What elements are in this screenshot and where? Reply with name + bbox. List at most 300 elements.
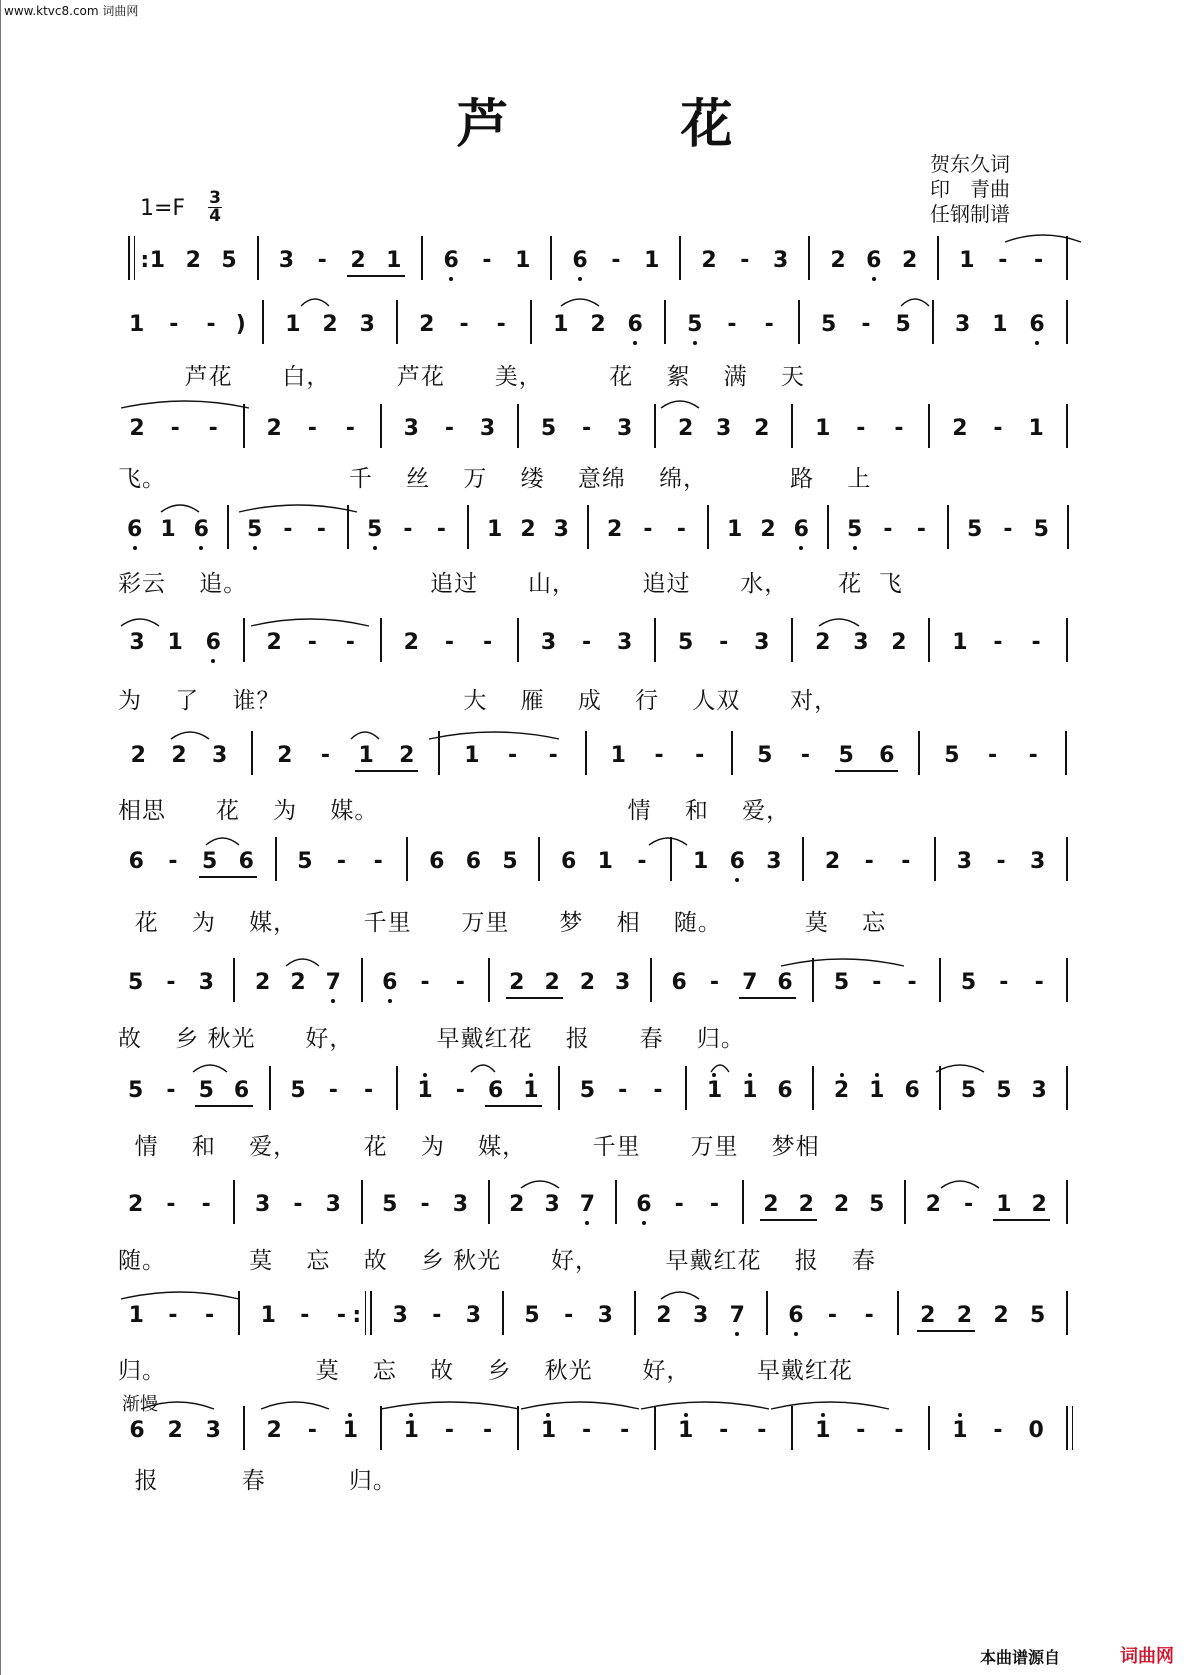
engraver: 任钢制谱 bbox=[930, 202, 1010, 226]
dash: - bbox=[168, 1303, 178, 1328]
eighth-underline bbox=[485, 1105, 542, 1107]
note: 1 bbox=[464, 743, 480, 768]
octave-dot-above bbox=[748, 1073, 752, 1077]
barline bbox=[707, 505, 709, 549]
dash: - bbox=[993, 630, 1003, 655]
note: 3 bbox=[325, 1192, 341, 1217]
note: 2 bbox=[891, 630, 907, 655]
slur bbox=[205, 833, 240, 847]
barline bbox=[791, 618, 793, 662]
note: 5 bbox=[895, 312, 911, 337]
dash: - bbox=[482, 248, 492, 273]
barline bbox=[380, 618, 382, 662]
dash: - bbox=[620, 1418, 630, 1443]
note: 3 bbox=[392, 1303, 408, 1328]
note: 6 bbox=[785, 1303, 807, 1329]
note: 6 bbox=[790, 517, 812, 543]
octave-dot-below bbox=[735, 878, 739, 882]
slur bbox=[120, 614, 160, 628]
barline bbox=[558, 1066, 560, 1110]
barline bbox=[1065, 731, 1067, 775]
barline bbox=[396, 300, 398, 344]
dash: - bbox=[856, 416, 866, 441]
dash: - bbox=[827, 1303, 838, 1328]
lyrics-row: 花 为 媒， 千里 万里 梦 相 随。 莫 忘 bbox=[118, 910, 887, 936]
dash: - bbox=[637, 849, 647, 874]
slur bbox=[192, 1060, 228, 1074]
repeat-barline bbox=[128, 236, 130, 280]
dash: - bbox=[709, 970, 720, 995]
lyricist: 贺东久词 bbox=[930, 152, 1010, 176]
note: 2 bbox=[171, 743, 187, 768]
note: 6 bbox=[440, 248, 462, 274]
note: 2 bbox=[266, 630, 282, 655]
octave-dot-below bbox=[1035, 341, 1039, 345]
lyrics-row: 芦花 白， 芦花 美， 花 絮 满 天 bbox=[118, 364, 805, 390]
barline bbox=[488, 1180, 490, 1224]
dash: - bbox=[987, 743, 998, 768]
barline bbox=[396, 1066, 398, 1110]
barline bbox=[1066, 1180, 1068, 1224]
barline bbox=[502, 1291, 504, 1335]
barline bbox=[275, 837, 277, 881]
note: 3 bbox=[452, 1192, 468, 1217]
dash: - bbox=[993, 416, 1003, 441]
dash: - bbox=[170, 416, 180, 441]
barline bbox=[251, 731, 253, 775]
note: 1 bbox=[675, 1418, 697, 1444]
note: 3 bbox=[212, 743, 228, 768]
time-signature-bottom: 4 bbox=[209, 206, 221, 226]
barline bbox=[654, 1406, 656, 1450]
barline bbox=[904, 1180, 906, 1224]
note: 2 bbox=[830, 248, 846, 273]
barline bbox=[269, 1066, 271, 1110]
note: 5 bbox=[960, 1078, 977, 1103]
octave-dot-below bbox=[794, 1332, 798, 1336]
dash: - bbox=[455, 970, 465, 995]
barline bbox=[808, 236, 810, 280]
octave-dot-below bbox=[199, 546, 203, 550]
barline bbox=[731, 731, 733, 775]
note: 5 bbox=[382, 1192, 398, 1217]
dash: - bbox=[581, 416, 592, 441]
eighth-underline bbox=[760, 1219, 817, 1221]
dash: - bbox=[581, 1418, 592, 1443]
note: 2 bbox=[956, 1303, 973, 1328]
note: 2 bbox=[952, 416, 968, 441]
barline bbox=[421, 236, 423, 280]
barline bbox=[742, 1180, 744, 1224]
note: 2 bbox=[322, 312, 338, 337]
octave-dot-above bbox=[423, 1073, 427, 1077]
barline bbox=[538, 837, 540, 881]
note: 3 bbox=[479, 416, 496, 441]
note: 1 bbox=[644, 248, 660, 273]
slur bbox=[648, 833, 688, 847]
octave-dot-below bbox=[578, 277, 582, 281]
dash: - bbox=[307, 416, 317, 441]
octave-dot-above bbox=[348, 1413, 352, 1417]
note: 6 bbox=[633, 1192, 655, 1218]
barline bbox=[227, 505, 229, 549]
barline bbox=[928, 618, 930, 662]
octave-dot-below bbox=[388, 999, 392, 1003]
close-paren: ) bbox=[235, 312, 246, 337]
barline bbox=[937, 236, 939, 280]
note: 3 bbox=[617, 416, 633, 441]
note: 3 bbox=[198, 970, 214, 995]
note: 6 bbox=[129, 1418, 145, 1443]
slur bbox=[660, 1287, 700, 1301]
slur bbox=[940, 1176, 980, 1190]
dash: - bbox=[166, 1192, 176, 1217]
note: 3 bbox=[403, 416, 419, 441]
site-url: www.ktvc8.com 词曲网 bbox=[4, 4, 139, 18]
note: 3 bbox=[205, 1418, 221, 1443]
dash: - bbox=[901, 849, 911, 874]
note: 1 bbox=[610, 743, 626, 768]
note: 2 bbox=[509, 970, 525, 995]
dash: - bbox=[611, 248, 621, 273]
barline bbox=[550, 236, 552, 280]
note: 2 bbox=[701, 248, 717, 273]
note: 1 bbox=[537, 1418, 559, 1444]
dash: - bbox=[800, 743, 811, 768]
lyrics-row: 为 了 谁？ 大 雁 成 行 人双 对， bbox=[118, 688, 839, 714]
dash: - bbox=[709, 1192, 720, 1217]
left-margin-line bbox=[0, 0, 1, 1675]
dash: - bbox=[1034, 970, 1044, 995]
barline bbox=[928, 1406, 930, 1450]
slur bbox=[428, 727, 560, 741]
barline bbox=[233, 958, 235, 1002]
dash: - bbox=[996, 849, 1006, 874]
note: 3 bbox=[615, 970, 631, 995]
octave-dot-below bbox=[373, 546, 377, 550]
dash: - bbox=[548, 743, 558, 768]
dash: - bbox=[420, 1192, 430, 1217]
dash: - bbox=[1031, 630, 1041, 655]
note: 1 bbox=[260, 1303, 276, 1328]
note: 2 bbox=[167, 1418, 183, 1443]
tempo-mark: 渐慢 bbox=[122, 1394, 158, 1415]
dash: - bbox=[455, 1078, 465, 1103]
octave-dot-below bbox=[253, 546, 257, 550]
dash: - bbox=[336, 1303, 347, 1328]
note: 7 bbox=[726, 1303, 748, 1329]
dash: - bbox=[916, 517, 926, 542]
note: 3 bbox=[754, 630, 770, 655]
note: 2 bbox=[130, 743, 146, 768]
dash: - bbox=[328, 1078, 338, 1103]
octave-dot-above bbox=[958, 1413, 962, 1417]
note: 1 bbox=[959, 248, 975, 273]
dash: - bbox=[894, 416, 904, 441]
note: 3 bbox=[465, 1303, 482, 1328]
note: 6 bbox=[465, 849, 482, 874]
note: 5 bbox=[297, 849, 313, 874]
octave-dot-below bbox=[693, 341, 697, 345]
octave-dot-below bbox=[133, 546, 137, 550]
octave-dot-above bbox=[546, 1413, 550, 1417]
note: 5 bbox=[1033, 517, 1049, 542]
barline bbox=[233, 1180, 235, 1224]
barline bbox=[517, 1406, 519, 1450]
slur bbox=[120, 396, 250, 410]
time-signature bbox=[208, 190, 222, 225]
repeat-dots: : bbox=[140, 248, 150, 273]
note: 6 bbox=[624, 312, 646, 338]
note: 6 bbox=[1026, 312, 1048, 338]
note: 3 bbox=[853, 630, 869, 655]
barline bbox=[634, 1291, 636, 1335]
barline bbox=[1066, 618, 1068, 662]
note: 1 bbox=[815, 416, 831, 441]
note: 5 bbox=[198, 1078, 214, 1103]
eighth-underline bbox=[993, 1219, 1050, 1221]
note: 2 bbox=[656, 1303, 672, 1328]
dash: - bbox=[872, 970, 882, 995]
note: 3 bbox=[278, 248, 294, 273]
note: 3 bbox=[597, 1303, 613, 1328]
note: 5 bbox=[838, 743, 854, 768]
slur bbox=[140, 1397, 215, 1411]
octave-dot-above bbox=[821, 1413, 825, 1417]
note: 5 bbox=[944, 743, 960, 768]
octave-dot-above bbox=[875, 1073, 879, 1077]
slur bbox=[935, 1060, 985, 1074]
slur bbox=[285, 954, 320, 968]
note: 2 bbox=[831, 1078, 853, 1104]
note: 5 bbox=[502, 849, 518, 874]
slur bbox=[160, 500, 200, 514]
note: 6 bbox=[190, 517, 212, 543]
dash: - bbox=[300, 1303, 310, 1328]
barline bbox=[517, 404, 519, 448]
note: 1 bbox=[128, 1303, 144, 1328]
note: 2 bbox=[520, 517, 536, 542]
note: 2 bbox=[266, 1418, 282, 1443]
dash: - bbox=[496, 312, 506, 337]
note: 2 bbox=[925, 1192, 941, 1217]
note: 2 bbox=[419, 312, 435, 337]
note: 5 bbox=[579, 1078, 596, 1103]
note: 2 bbox=[127, 1192, 144, 1217]
note: 3 bbox=[255, 1192, 271, 1217]
barline bbox=[615, 1180, 617, 1224]
barline bbox=[802, 837, 804, 881]
note: 2 bbox=[754, 416, 770, 441]
note: 2 bbox=[579, 970, 596, 995]
note: 3 bbox=[540, 630, 557, 655]
barline bbox=[1067, 505, 1069, 549]
lyrics-row: 报 春 归。 bbox=[118, 1468, 397, 1494]
eighth-underline bbox=[347, 275, 405, 277]
octave-dot-above bbox=[409, 1413, 413, 1417]
note: 1 bbox=[812, 1418, 834, 1444]
lyrics-row: 飞。 千 丝 万 缕 意绵 绵， 路 上 bbox=[118, 466, 872, 492]
note: 2 bbox=[993, 1303, 1009, 1328]
eighth-underline bbox=[835, 770, 898, 772]
note: 5 bbox=[844, 517, 866, 543]
barline bbox=[1066, 837, 1068, 881]
note: 6 bbox=[487, 1078, 504, 1103]
repeat-barline bbox=[1066, 1406, 1068, 1450]
octave-dot-below bbox=[585, 1221, 589, 1225]
dash: - bbox=[864, 1303, 874, 1328]
lyrics-row: 相思 花 为 媒。 情 和 爱， bbox=[118, 798, 791, 824]
note: 2 bbox=[798, 1192, 814, 1217]
dash: - bbox=[436, 517, 446, 542]
note: 5 bbox=[821, 312, 837, 337]
key-signature: 1=F bbox=[140, 196, 186, 221]
barline bbox=[380, 1406, 382, 1450]
time-signature-top: 3 bbox=[209, 188, 221, 208]
note: 5 bbox=[201, 849, 218, 874]
dash: - bbox=[345, 416, 355, 441]
barline bbox=[1066, 1291, 1068, 1335]
note: 3 bbox=[716, 416, 732, 441]
barline bbox=[243, 404, 245, 448]
dash: - bbox=[856, 1418, 866, 1443]
dash: - bbox=[907, 970, 917, 995]
dash: - bbox=[283, 517, 293, 542]
barline bbox=[517, 618, 519, 662]
note: 6 bbox=[569, 248, 591, 274]
note: 1 bbox=[339, 1418, 361, 1444]
barline bbox=[585, 731, 587, 775]
barline bbox=[243, 1406, 245, 1450]
lyrics-row: 归。 莫 忘 故 乡 秋光 好， 早戴红花 bbox=[118, 1358, 853, 1384]
note: 1 bbox=[949, 1418, 971, 1444]
note: 5 bbox=[221, 248, 237, 273]
note: 1 bbox=[992, 312, 1008, 337]
slur bbox=[238, 500, 358, 514]
dash: - bbox=[674, 1192, 684, 1217]
note: 3 bbox=[956, 849, 973, 874]
note: 6 bbox=[233, 1078, 250, 1103]
note: 5 bbox=[524, 1303, 540, 1328]
dash: - bbox=[169, 312, 179, 337]
note: 2 bbox=[901, 248, 918, 273]
note: 1 bbox=[597, 849, 613, 874]
barline bbox=[406, 837, 408, 881]
note: 3 bbox=[544, 1192, 560, 1217]
slur bbox=[300, 294, 330, 308]
dash: - bbox=[205, 1303, 215, 1328]
barline bbox=[1072, 1406, 1074, 1450]
note: 2 bbox=[760, 517, 776, 542]
barline bbox=[488, 958, 490, 1002]
note: 2 bbox=[509, 1192, 525, 1217]
dash: - bbox=[317, 248, 327, 273]
barline bbox=[1066, 958, 1068, 1002]
barline bbox=[685, 1066, 687, 1110]
note: 3 bbox=[617, 630, 633, 655]
slur bbox=[250, 614, 370, 628]
barline bbox=[664, 300, 666, 344]
note: 1 bbox=[487, 517, 503, 542]
note: 5 bbox=[967, 517, 983, 542]
note: 7 bbox=[742, 970, 758, 995]
octave-dot-above bbox=[840, 1073, 844, 1077]
barline bbox=[798, 300, 800, 344]
note: 5 bbox=[244, 517, 266, 543]
note: 3 bbox=[359, 312, 375, 337]
dash: - bbox=[444, 1418, 454, 1443]
note: 2 bbox=[266, 416, 282, 441]
barline bbox=[262, 300, 264, 344]
note: 2 bbox=[1031, 1192, 1047, 1217]
dash: - bbox=[201, 1192, 211, 1217]
note: 1 bbox=[692, 849, 709, 874]
slur bbox=[710, 1060, 730, 1074]
note: 2 bbox=[607, 517, 623, 542]
note: 1 bbox=[553, 312, 569, 337]
note: 6 bbox=[904, 1078, 920, 1103]
dash: - bbox=[293, 1192, 303, 1217]
dash: - bbox=[676, 517, 686, 542]
note: 2 bbox=[544, 970, 560, 995]
note: 6 bbox=[561, 849, 577, 874]
barline bbox=[918, 731, 920, 775]
note: 2 bbox=[129, 416, 145, 441]
dash: - bbox=[757, 1418, 767, 1443]
note: 6 bbox=[879, 743, 895, 768]
dash: - bbox=[1028, 743, 1038, 768]
dash: - bbox=[1034, 248, 1044, 273]
dash: - bbox=[336, 849, 347, 874]
note: 1 bbox=[1028, 416, 1044, 441]
note: 2 bbox=[824, 849, 841, 874]
note: 6 bbox=[726, 849, 748, 875]
note: 6 bbox=[863, 248, 885, 274]
dash: - bbox=[206, 312, 216, 337]
note: 6 bbox=[671, 970, 687, 995]
eighth-underline bbox=[355, 770, 418, 772]
dash: - bbox=[861, 312, 871, 337]
note: 1 bbox=[520, 1078, 542, 1104]
octave-dot-below bbox=[642, 1221, 646, 1225]
octave-dot-below bbox=[633, 341, 637, 345]
note: 2 bbox=[590, 312, 606, 337]
dash: - bbox=[864, 849, 874, 874]
note: 1 bbox=[400, 1418, 422, 1444]
eighth-underline bbox=[506, 997, 563, 999]
slur bbox=[900, 294, 930, 308]
note: 6 bbox=[777, 970, 793, 995]
note: 1 bbox=[149, 248, 166, 273]
octave-dot-below bbox=[872, 277, 876, 281]
dash: - bbox=[444, 630, 454, 655]
note: 1 bbox=[727, 517, 743, 542]
slur bbox=[520, 1397, 640, 1411]
dash: - bbox=[1003, 517, 1013, 542]
eighth-underline bbox=[917, 1330, 976, 1332]
dash: - bbox=[482, 1418, 493, 1443]
note: 1 bbox=[160, 517, 176, 542]
slur bbox=[470, 1060, 496, 1074]
barline bbox=[243, 618, 245, 662]
dash: - bbox=[581, 630, 592, 655]
composer: 印 青曲 bbox=[930, 177, 1010, 201]
note: 5 bbox=[364, 517, 386, 543]
note: 5 bbox=[1030, 1303, 1046, 1328]
barline bbox=[827, 505, 829, 549]
note: 2 bbox=[399, 743, 415, 768]
lyrics-row: 情 和 爱， 花 为 媒， 千里 万里 梦相 bbox=[118, 1134, 820, 1160]
